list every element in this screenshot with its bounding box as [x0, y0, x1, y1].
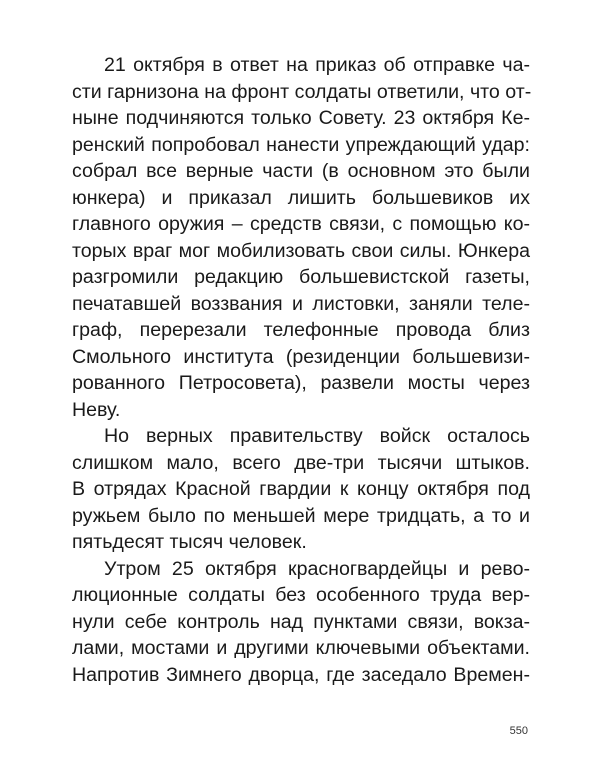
text-line: Но верных правительству войск осталось — [104, 425, 530, 447]
text-line: ныне подчиняются только Совету. 23 октября Ке- — [72, 107, 530, 129]
text-line: главного оружия – средств связи, с помощью ко- — [72, 213, 530, 235]
text-line: Утром 25 октября красногвардейцы и рево- — [104, 557, 530, 580]
text-line: рованного Петросовета), развели мосты через — [72, 372, 530, 394]
text-line: ружьем было по меньшей мере тридцать, а то и — [72, 504, 530, 527]
text-line: сти гарнизона на фронт солдаты ответили, что от- — [72, 80, 532, 103]
body-text — [72, 52, 530, 688]
text-line: ренский попробовал нанести упреждающий удар: — [72, 133, 530, 156]
text-line: юнкера) и приказал лишить большевиков их — [72, 186, 530, 209]
text-line: Смольного института (резиденции большевизи- — [72, 345, 530, 368]
page-number: 550 — [509, 725, 528, 737]
text-line: печатавшей воззвания и листовки, заняли теле- — [72, 292, 530, 315]
text-line: граф, перерезали телефонные провода близ — [72, 319, 530, 341]
text-line: пятьдесят тысяч человек. — [72, 531, 307, 553]
text-line: торых враг мог мобилизовать свои силы. Юнкера — [72, 239, 530, 262]
text-line: 21 октября в ответ на приказ об отправке ча- — [104, 54, 530, 76]
text-line: люционные солдаты без особенного труда вер- — [72, 584, 530, 606]
text-line: лами, мостами и другими ключевыми объектами. — [72, 637, 530, 659]
text-line: слишком мало, всего две-три тысячи штыков. — [72, 451, 530, 474]
text-line: разгромили редакцию большевистской газеты, — [72, 266, 530, 288]
text-line: Напротив Зимнего дворца, где заседало Времен- — [72, 663, 530, 686]
text-line: собрал все верные части (в основном это были — [72, 160, 530, 182]
text-line: Неву. — [72, 398, 121, 421]
text-line: нули себе контроль над пунктами связи, вокза- — [72, 610, 530, 633]
text-line: В отрядах Красной гвардии к концу октября под — [72, 478, 530, 500]
